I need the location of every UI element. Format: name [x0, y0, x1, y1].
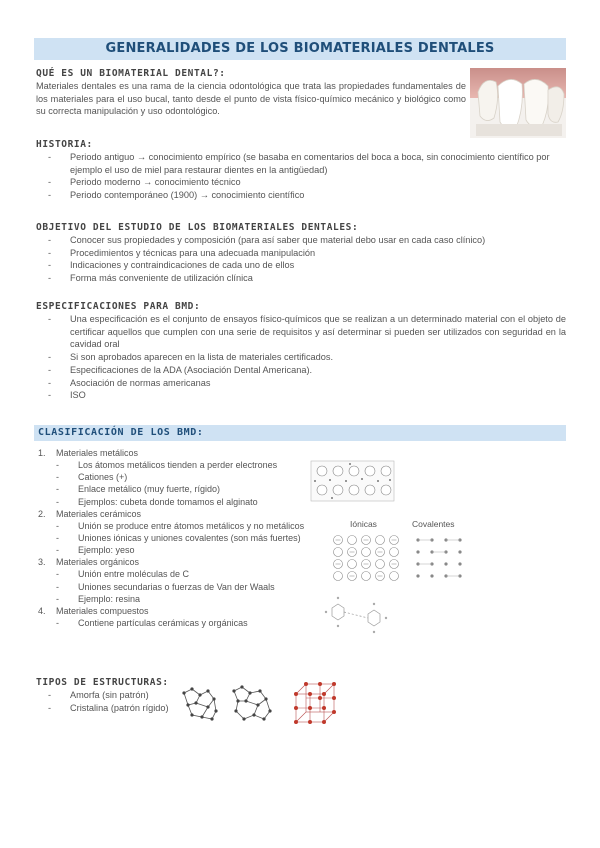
group-number: 1. — [38, 448, 46, 458]
organic-molecule-diagram — [322, 594, 392, 640]
list-item: - Una especificación es el conjunto de ensayos físico-químicos que se realizan a un determinado material con el objeto de certificar aquellos que cumplen con una serie de requisitos y así determinar si pueden ser utilizados con seguridad en la cavidad oral — [48, 313, 566, 351]
page-title: GENERALIDADES DE LOS BIOMATERIALES DENTALES — [105, 41, 495, 57]
crystalline-structure-diagram — [290, 680, 340, 726]
amorphous-structure-diagram — [178, 683, 278, 725]
group-number: 3. — [38, 557, 46, 568]
metallic-bond-diagram — [310, 460, 395, 502]
clasificacion-list — [36, 447, 326, 629]
section-objetivo — [36, 221, 566, 285]
list-item: - Indicaciones y contraindicaciones de cada uno de ellos — [48, 259, 566, 272]
heading-objetivo: OBJETIVO DEL ESTUDIO DE LOS BIOMATERIALES DENTALES: — [36, 222, 359, 233]
section-historia — [36, 138, 566, 202]
list-item: - Cristalina (patrón rígido) — [48, 702, 186, 715]
tipos-list — [48, 689, 186, 714]
list-item: - Periodo antiguo → conocimiento empírico (se basaba en comentarios del boca a boca, sin conocimiento científico por ejemplo el uso de miel para restaurar dientes en la antigüedad) — [48, 151, 566, 176]
section-que-es — [36, 67, 466, 118]
ionic-bond-diagram — [330, 532, 404, 588]
teeth-image — [470, 68, 566, 138]
list-item: - Forma más conveniente de utilización clínica — [48, 272, 566, 285]
list-item: - Periodo moderno → conocimiento técnico — [48, 176, 566, 189]
class-group-ceramicos — [36, 508, 326, 557]
heading-que-es: QUÉ ES UN BIOMATERIAL DENTAL?: — [36, 68, 226, 79]
group-name: Materiales orgánicos — [56, 557, 140, 568]
list-item: - Ejemplo: resina — [56, 593, 326, 605]
que-es-text: Materiales dentales es una rama de la ciencia odontológica que trata las propiedades fundamentales de los materiales para el uso bucal, tanto desde el punto de vista físico-químico mecánico y biológico como su correcta manipulación y uso odontológico. — [36, 81, 466, 117]
class-group-organicos — [36, 556, 326, 605]
fig-label-covalentes: Covalentes — [412, 519, 455, 529]
covalent-bond-diagram — [410, 532, 470, 588]
section-tipos — [36, 676, 186, 714]
list-item: - Procedimientos y técnicas para una adecuada manipulación — [48, 247, 566, 260]
list-item: - Ejemplo: yeso — [56, 544, 326, 556]
section-especificaciones — [36, 300, 566, 402]
title-bar — [34, 38, 566, 60]
historia-list — [48, 151, 566, 202]
group-number: 2. — [38, 508, 46, 519]
list-item: - Ejemplos: cubeta donde tomamos el alginato — [56, 496, 326, 508]
list-item: - Amorfa (sin patrón) — [48, 689, 186, 702]
list-item: - Los átomos metálicos tienden a perder electrones — [56, 459, 326, 471]
group-name: Materiales cerámicos — [56, 508, 142, 519]
list-item: - Asociación de normas americanas — [48, 377, 566, 390]
class-group-metalicos — [36, 447, 326, 508]
especificaciones-list — [48, 313, 566, 402]
group-name: Materiales compuestos — [56, 605, 149, 616]
group-number: 4. — [38, 605, 46, 616]
list-item: - Contiene partículas cerámicas y orgánicas — [56, 617, 326, 629]
list-item: - Unión se produce entre átomos metálicos y no metálicos — [56, 520, 326, 532]
heading-especificaciones: ESPECIFICACIONES PARA BMD: — [36, 301, 201, 312]
list-item: - Uniones iónicas y uniones covalentes (son más fuertes) — [56, 532, 326, 544]
section-clasificacion — [36, 447, 326, 629]
list-item: - Periodo contemporáneo (1900) → conocimiento científico — [48, 189, 566, 202]
fig-label-ionicas: Iónicas — [350, 519, 377, 529]
list-item: - ISO — [48, 389, 566, 402]
class-group-compuestos — [36, 605, 326, 629]
heading-clasificacion: CLASIFICACIÓN DE LOS BMD: — [38, 427, 204, 439]
group-name: Materiales metálicos — [56, 448, 139, 458]
list-item: - Si son aprobados aparecen en la lista de materiales certificados. — [48, 351, 566, 364]
objetivo-list — [48, 234, 566, 285]
clasificacion-bar — [34, 425, 566, 441]
list-item: - Conocer sus propiedades y composición (para así saber que material debo usar en cada caso clínico) — [48, 234, 566, 247]
heading-historia: HISTORIA: — [36, 139, 93, 150]
list-item: - Cationes (+) — [56, 471, 326, 483]
list-item: - Uniones secundarias o fuerzas de Van der Waals — [56, 581, 326, 593]
list-item: - Unión entre moléculas de C — [56, 568, 326, 580]
list-item: - Enlace metálico (muy fuerte, rígido) — [56, 483, 326, 495]
list-item: - Especificaciones de la ADA (Asociación Dental Americana). — [48, 364, 566, 377]
heading-tipos: TIPOS DE ESTRUCTURAS: — [36, 677, 169, 688]
